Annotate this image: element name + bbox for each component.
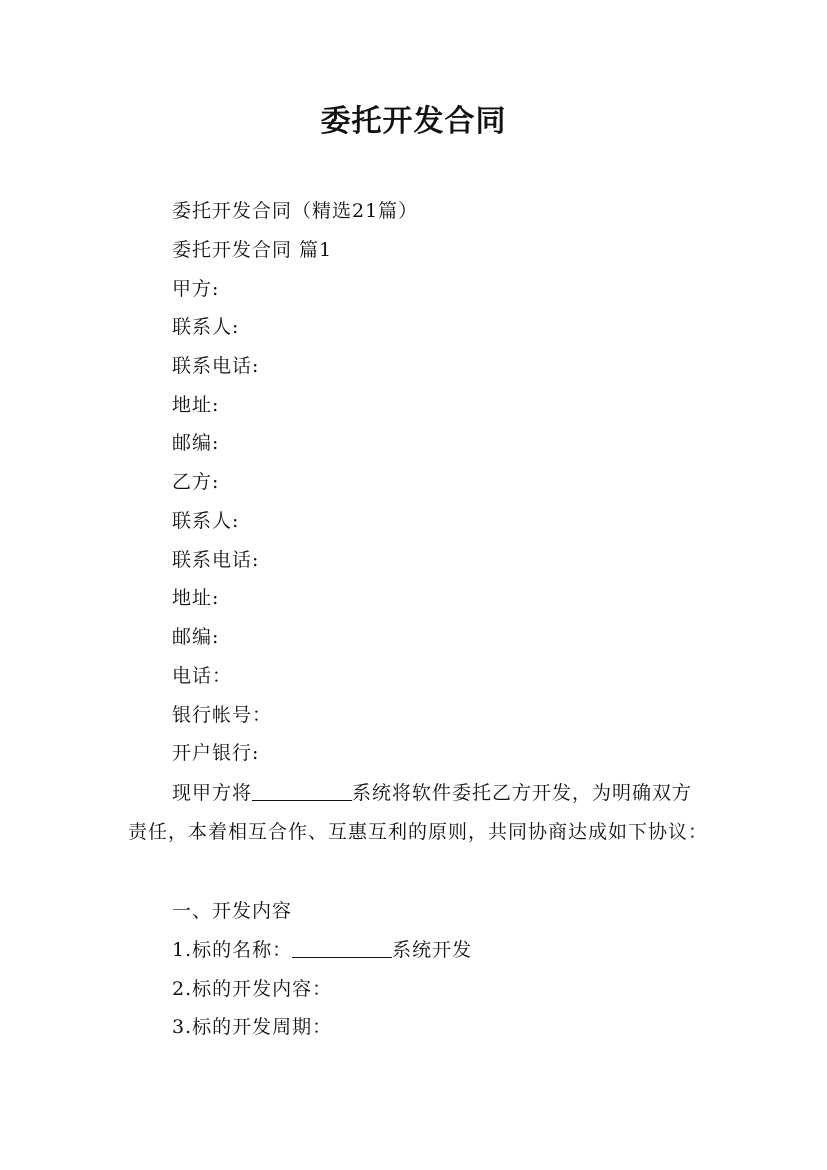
- party-b-postcode: 邮编:: [172, 626, 220, 648]
- party-b-phone: 联系电话:: [172, 549, 260, 571]
- intro-text-pre: 现甲方将: [172, 782, 253, 804]
- section-heading: 委托开发合同 篇1: [172, 239, 333, 261]
- party-b-address: 地址:: [172, 587, 220, 609]
- party-a-address: 地址:: [172, 394, 220, 416]
- party-b-label: 乙方:: [172, 471, 220, 493]
- item-subject-name-post: 系统开发: [392, 939, 473, 961]
- party-b-contact: 联系人:: [172, 510, 240, 532]
- development-content-heading: 一、开发内容: [172, 900, 293, 922]
- party-a-contact: 联系人:: [172, 316, 240, 338]
- item-subject-name: [172, 937, 472, 963]
- telephone-line: 电话：: [172, 665, 233, 687]
- intro-text-post: 系统将软件委托乙方开发，为明确双方责任，本着相互合作、互惠互利的原则，共同协商达成如下协议：: [128, 782, 709, 843]
- document-title: 委托开发合同: [320, 104, 507, 139]
- party-a-postcode: 邮编:: [172, 432, 220, 454]
- item-development-period: 3.标的开发周期：: [172, 1016, 333, 1038]
- item-subject-name-pre: 1.标的名称：: [172, 939, 293, 961]
- bank-account-line: 银行帐号：: [172, 704, 273, 726]
- subtitle-line: 委托开发合同（精选21篇）: [172, 200, 419, 222]
- party-a-label: 甲方:: [172, 278, 220, 300]
- subject-name-blank: [292, 939, 392, 958]
- intro-paragraph: [128, 774, 708, 851]
- opening-bank-line: 开户银行:: [172, 742, 260, 764]
- system-name-blank: [252, 782, 352, 801]
- item-development-content: 2.标的开发内容：: [172, 978, 333, 1000]
- party-a-phone: 联系电话:: [172, 355, 260, 377]
